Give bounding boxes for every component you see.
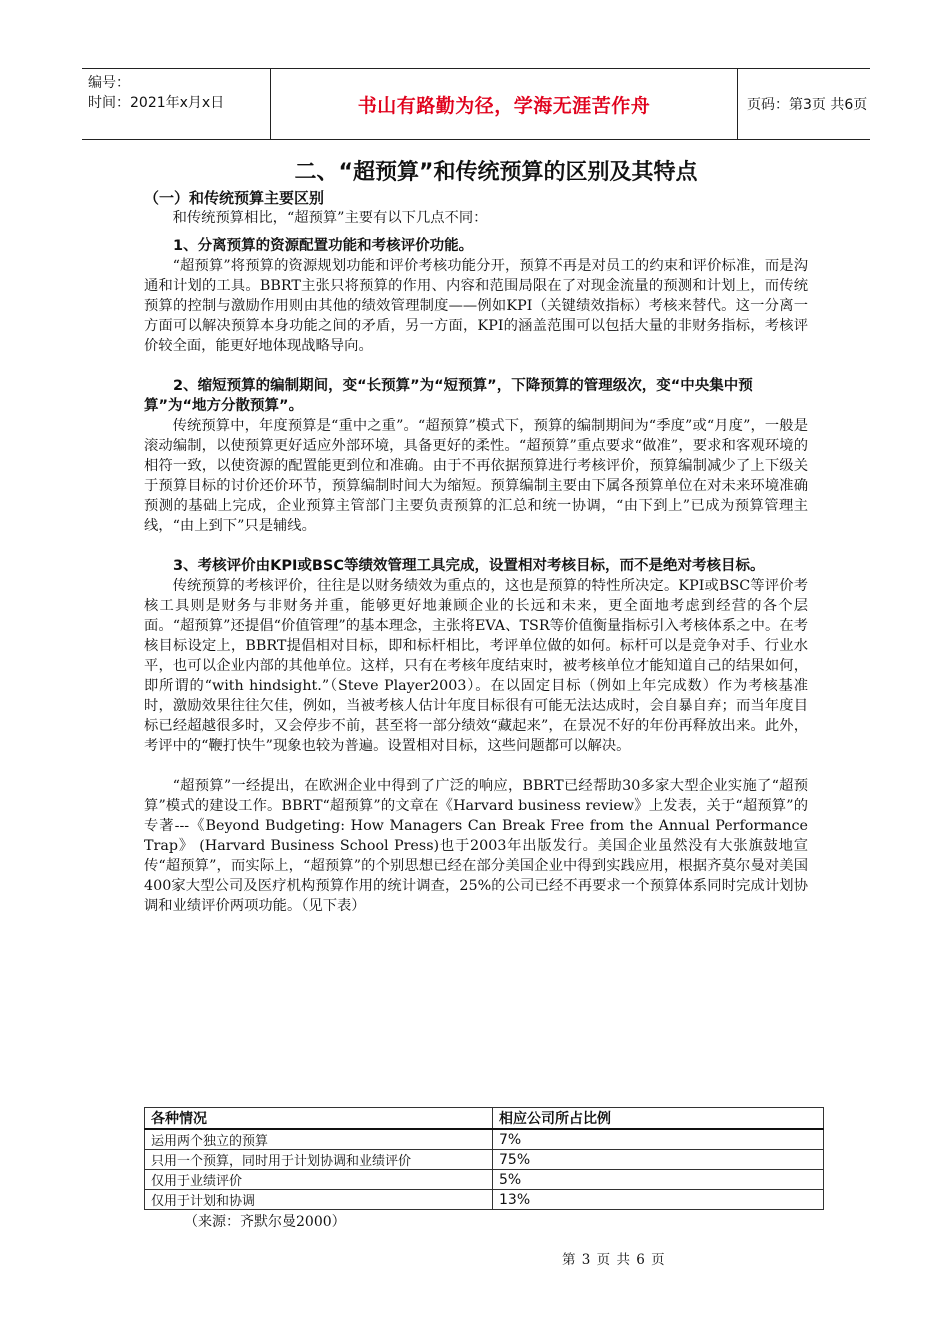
table-cell-situation: 运用两个独立的预算 [145, 1129, 493, 1150]
section-heading: （一）和传统预算主要区别 [144, 189, 325, 207]
point1-paragraph: “超预算”将预算的资源规划功能和评价考核功能分开，预算不再是对员工的约束和评价标准，而是沟通和计划的工具。BBRT主张只将预算的作用、内容和范围局限在了对现金流量的预测和计划上，而传统预算的控制与激励作用则由其他的绩效管理制度——例如KPI（关键绩效指标）考核来替代。这一分离一方面可以解决预算本身功能之间的矛盾，另一方面，KPI的涵盖范围可以包括大量的非财务指标，考核评价较全面，能更好地体现战略导向。 [144, 258, 808, 354]
time-label: 时间：2021年x月x日 [88, 95, 225, 111]
header-page-cell [737, 69, 870, 139]
table-row [145, 1150, 824, 1170]
motto: 书山有路勤为径，学海无涯苦作舟 [357, 94, 651, 117]
table-header-row [145, 1108, 824, 1130]
page-title: 二、“超预算”和传统预算的区别及其特点 [294, 160, 698, 185]
table-row [145, 1190, 824, 1210]
page-label: 页码：第3页 共6页 [747, 97, 868, 113]
number-label: 编号： [88, 75, 130, 91]
table-cell-situation: 仅用于计划和协调 [145, 1190, 493, 1210]
table-header-ratio: 相应公司所占比例 [493, 1108, 824, 1130]
table-cell-situation: 只用一个预算，同时用于计划协调和业绩评价 [145, 1150, 493, 1170]
page-footer: 第 3 页 共 6 页 [562, 1252, 666, 1268]
page-header [82, 68, 870, 140]
header-meta [82, 69, 270, 139]
table-cell-ratio: 13% [493, 1190, 824, 1210]
table-header-situation: 各种情况 [145, 1108, 493, 1130]
point1-title: 1、分离预算的资源配置功能和考核评价功能。 [173, 238, 474, 254]
table-source: （来源：齐默尔曼2000） [184, 1214, 346, 1230]
point2-paragraph: 传统预算中，年度预算是“重中之重”。“超预算”模式下，预算的编制期间为“季度”或“月度”，一般是滚动编制，以使预算更好适应外部环境，具备更好的柔性。“超预算”重点要求“做准”，要求和客观环境的相符一致，以使资源的配置能更到位和准确。由于不再依据预算进行考核评价，预算编制减少了上下级关于预算目标的讨价还价环节，预算编制时间大为缩短。预算编制主要由下属各预算单位在对未来环境准确预测的基础上完成，企业预算主管部门主要负责预算的汇总和统一协调，“由下到上”已成为预算管理主线，“由上到下”只是辅线。 [144, 418, 808, 534]
table-row [145, 1129, 824, 1150]
table-row [145, 1170, 824, 1190]
statistics-table [144, 1107, 824, 1210]
point3-title: 3、考核评价由KPI或BSC等绩效管理工具完成，设置相对考核目标，而不是绝对考核目标。 [173, 558, 765, 574]
point2-title: 2、缩短预算的编制期间，变“长预算”为“短预算”，下降预算的管理级次，变“中央集中预算”为“地方分散预算”。 [144, 378, 753, 414]
point3-paragraph: 传统预算的考核评价，往往是以财务绩效为重点的，这也是预算的特性所决定。KPI或BSC等评价考核工具则是财务与非财务并重，能够更好地兼顾企业的长远和未来，更全面地考虑到经营的各个层面。“超预算”还提倡“价值管理”的基本理念，主张将EVA、TSR等价值衡量指标引入考核体系之中。在考核目标设定上，BBRT提倡相对目标，即和标杆相比，考评单位做的如何。标杆可以是竞争对手、行业水平，也可以企业内部的其他单位。这样，只有在考核年度结束时，被考核单位才能知道自己的结果如何，即所谓的“with hindsight.”（Steve Player2003）。在以固定目标（例如上年完成数）作为考核基准时，激励效果往往欠佳，例如，当被考核人估计年度目标很有可能无法达成时，会自暴自弃；而当年度目标已经超越很多时，又会停步不前，甚至将一部分绩效“藏起来”，在景况不好的年份再释放出来。此外，考评中的“鞭打快牛”现象也较为普遍。设置相对目标，这些问题都可以解决。 [144, 578, 808, 754]
intro-paragraph: 和传统预算相比，“超预算”主要有以下几点不同： [172, 210, 488, 226]
document-body [144, 158, 808, 916]
table-cell-ratio: 7% [493, 1129, 824, 1150]
table-cell-ratio: 5% [493, 1170, 824, 1190]
header-motto-cell [270, 69, 738, 139]
table-cell-situation: 仅用于业绩评价 [145, 1170, 493, 1190]
table-cell-ratio: 75% [493, 1150, 824, 1170]
final-paragraph: “超预算”一经提出，在欧洲企业中得到了广泛的响应，BBRT已经帮助30多家大型企业实施了“超预算”模式的建设工作。BBRT“超预算”的文章在《Harvard business review》上发表，关于“超预算”的专著---《Beyond Budgeting: How Managers Can Break Free from the Annual Performance Trap》 (Harvard Business School Press)也于2003年出版发行。美国企业虽然没有大张旗鼓地宣传“超预算”，而实际上，“超预算”的个别思想已经在部分美国企业中得到实践应用，根据齐莫尔曼对美国400家大型公司及医疗机构预算作用的统计调查，25%的公司已经不再要求一个预算体系同时完成计划协调和业绩评价两项功能。（见下表） [144, 778, 808, 914]
